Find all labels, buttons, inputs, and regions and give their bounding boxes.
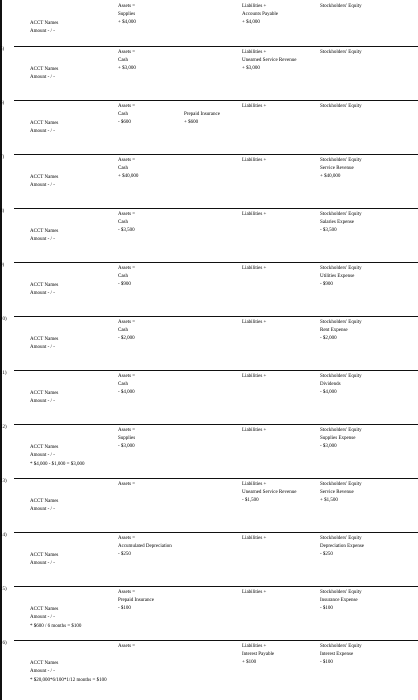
equation-cell-c4: Depreciation Expense bbox=[320, 544, 365, 549]
row-divider bbox=[14, 208, 418, 209]
acct-names-label: ACCT Names bbox=[30, 337, 59, 342]
equation-cell-c4: Service Revenue bbox=[320, 166, 354, 171]
amount-label: Amount - / - bbox=[30, 453, 55, 458]
equation-cell-c4: - $250 bbox=[320, 552, 333, 557]
transaction-number: 15) bbox=[0, 587, 7, 592]
equation-cell-c1: - $2,000 bbox=[118, 336, 135, 341]
equation-cell-c3: Liabilities + bbox=[242, 644, 267, 649]
equation-cell-c3: Liabilities + bbox=[242, 536, 267, 541]
equation-cell-c1: Assets = bbox=[118, 158, 136, 163]
transaction-number: 6) bbox=[0, 101, 5, 106]
equation-cell-c3: Liabilities + bbox=[242, 266, 267, 271]
equation-cell-c4: Stockholders' Equity bbox=[320, 158, 362, 163]
equation-cell-c1: Cash bbox=[118, 58, 128, 63]
equation-cell-c3: Liabilities + bbox=[242, 590, 267, 595]
equation-cell-c3: Liabilities + bbox=[242, 104, 267, 109]
equation-cell-c1: - $250 bbox=[118, 552, 131, 557]
equation-cell-c1: Cash bbox=[118, 220, 128, 225]
calculation-note: * $20,000*6/100*1/12 months = $100 bbox=[30, 678, 107, 683]
amount-label: Amount - / - bbox=[30, 237, 55, 242]
equation-cell-c4: Salaries Expense bbox=[320, 220, 355, 225]
equation-cell-c4: Stockholders' Equity bbox=[320, 266, 362, 271]
acct-names-label: ACCT Names bbox=[30, 121, 59, 126]
row-divider bbox=[14, 424, 418, 425]
equation-cell-c4: Rent Expense bbox=[320, 328, 348, 333]
equation-cell-c1: + $4,000 bbox=[118, 20, 136, 25]
transaction-number: 7) bbox=[0, 155, 5, 160]
equation-cell-c4: Dividends bbox=[320, 382, 341, 387]
row-divider bbox=[14, 46, 418, 47]
equation-cell-c3: Unearned Service Revenue bbox=[242, 58, 297, 63]
equation-cell-c3: Liabilities + bbox=[242, 482, 267, 487]
equation-cell-c1: - $100 bbox=[118, 606, 131, 611]
equation-cell-c3: + $3,000 bbox=[242, 66, 260, 71]
equation-cell-c1: Assets = bbox=[118, 212, 136, 217]
equation-cell-c4: Stockholders' Equity bbox=[320, 374, 362, 379]
row-divider bbox=[14, 640, 418, 641]
equation-cell-c1: Assets = bbox=[118, 104, 136, 109]
equation-cell-c3: Liabilities + bbox=[242, 212, 267, 217]
transaction-number: 11) bbox=[0, 371, 7, 376]
equation-cell-c4: - $100 bbox=[320, 660, 333, 665]
calculation-note: * $600 / 6 months = $100 bbox=[30, 624, 82, 629]
equation-cell-c4: Stockholders' Equity bbox=[320, 212, 362, 217]
transaction-number: 12) bbox=[0, 425, 7, 430]
equation-cell-c4: + $40,000 bbox=[320, 174, 341, 179]
equation-cell-c2: Prepaid Insurance bbox=[184, 112, 220, 117]
equation-cell-c1: Assets = bbox=[118, 320, 136, 325]
amount-label: Amount - / - bbox=[30, 129, 55, 134]
equation-cell-c1: Assets = bbox=[118, 50, 136, 55]
equation-cell-c2: + $600 bbox=[184, 120, 199, 125]
equation-cell-c4: Stockholders' Equity bbox=[320, 644, 362, 649]
equation-cell-c1: Assets = bbox=[118, 4, 136, 9]
equation-cell-c3: Interest Payable bbox=[242, 652, 275, 657]
equation-cell-c4: Stockholders' Equity bbox=[320, 320, 362, 325]
transaction-number: 8) bbox=[0, 209, 5, 214]
equation-cell-c1: - $900 bbox=[118, 282, 131, 287]
equation-cell-c1: Assets = bbox=[118, 374, 136, 379]
equation-cell-c4: Stockholders' Equity bbox=[320, 590, 362, 595]
row-divider bbox=[14, 316, 418, 317]
equation-cell-c4: Supplies Expense bbox=[320, 436, 356, 441]
transaction-number: 9) bbox=[0, 263, 5, 268]
equation-cell-c1: Supplies bbox=[118, 12, 136, 17]
amount-label: Amount - / - bbox=[30, 669, 55, 674]
equation-cell-c4: - $2,000 bbox=[320, 336, 337, 341]
equation-cell-c1: + $40,000 bbox=[118, 174, 139, 179]
transaction-number: 13) bbox=[0, 479, 7, 484]
acct-names-label: ACCT Names bbox=[30, 283, 59, 288]
row-divider bbox=[14, 100, 418, 101]
equation-cell-c1: Supplies bbox=[118, 436, 136, 441]
equation-cell-c1: + $3,000 bbox=[118, 66, 136, 71]
equation-cell-c4: - $900 bbox=[320, 282, 333, 287]
acct-names-label: ACCT Names bbox=[30, 499, 59, 504]
acct-names-label: ACCT Names bbox=[30, 445, 59, 450]
equation-cell-c1: - $3,500 bbox=[118, 228, 135, 233]
equation-cell-c3: Liabilities + bbox=[242, 4, 267, 9]
equation-cell-c3: Liabilities + bbox=[242, 320, 267, 325]
equation-cell-c1: Cash bbox=[118, 274, 128, 279]
amount-label: Amount - / - bbox=[30, 345, 55, 350]
amount-label: Amount - / - bbox=[30, 615, 55, 620]
acct-names-label: ACCT Names bbox=[30, 229, 59, 234]
equation-cell-c4: Interest Expense bbox=[320, 652, 354, 657]
equation-cell-c1: Cash bbox=[118, 112, 128, 117]
transaction-number: 16) bbox=[0, 641, 7, 646]
equation-cell-c1: - $600 bbox=[118, 120, 131, 125]
equation-cell-c3: Liabilities + bbox=[242, 374, 267, 379]
equation-cell-c4: Stockholders' Equity bbox=[320, 428, 362, 433]
row-divider bbox=[14, 262, 418, 263]
equation-cell-c4: Stockholders' Equity bbox=[320, 482, 362, 487]
equation-cell-c1: Assets = bbox=[118, 266, 136, 271]
equation-cell-c4: Insurance Expense bbox=[320, 598, 358, 603]
equation-cell-c4: + $1,500 bbox=[320, 498, 338, 503]
equation-cell-c1: Cash bbox=[118, 166, 128, 171]
row-divider bbox=[14, 370, 418, 371]
transaction-number: 5) bbox=[0, 47, 5, 52]
amount-label: Amount - / - bbox=[30, 75, 55, 80]
transaction-number: 10) bbox=[0, 317, 7, 322]
amount-label: Amount - / - bbox=[30, 561, 55, 566]
equation-cell-c4: - $100 bbox=[320, 606, 333, 611]
acct-names-label: ACCT Names bbox=[30, 661, 59, 666]
acct-names-label: ACCT Names bbox=[30, 553, 59, 558]
equation-cell-c1: - $3,000 bbox=[118, 444, 135, 449]
amount-label: Amount - / - bbox=[30, 399, 55, 404]
equation-cell-c1: - $4,000 bbox=[118, 390, 135, 395]
equation-cell-c4: - $4,000 bbox=[320, 390, 337, 395]
acct-names-label: ACCT Names bbox=[30, 67, 59, 72]
equation-cell-c3: Liabilities + bbox=[242, 428, 267, 433]
equation-cell-c3: Accounts Payable bbox=[242, 12, 278, 17]
equation-cell-c3: - $1,500 bbox=[242, 498, 259, 503]
equation-cell-c4: - $3,000 bbox=[320, 444, 337, 449]
equation-cell-c3: + $4,000 bbox=[242, 20, 260, 25]
row-divider bbox=[14, 532, 418, 533]
equation-cell-c3: Liabilities + bbox=[242, 158, 267, 163]
equation-cell-c1: Assets = bbox=[118, 590, 136, 595]
equation-cell-c4: Utilities Expense bbox=[320, 274, 355, 279]
equation-cell-c1: Assets = bbox=[118, 536, 136, 541]
acct-names-label: ACCT Names bbox=[30, 391, 59, 396]
transaction-number: 14) bbox=[0, 533, 7, 538]
row-divider bbox=[14, 478, 418, 479]
equation-cell-c1: Assets = bbox=[118, 482, 136, 487]
equation-cell-c1: Assets = bbox=[118, 644, 136, 649]
equation-cell-c1: Assets = bbox=[118, 428, 136, 433]
equation-cell-c1: Prepaid Insurance bbox=[118, 598, 154, 603]
amount-label: Amount - / - bbox=[30, 291, 55, 296]
equation-cell-c4: Stockholders' Equity bbox=[320, 536, 362, 541]
row-divider bbox=[14, 154, 418, 155]
equation-cell-c1: Cash bbox=[118, 382, 128, 387]
equation-cell-c3: + $100 bbox=[242, 660, 257, 665]
acct-names-label: ACCT Names bbox=[30, 21, 59, 26]
equation-cell-c1: Cash bbox=[118, 328, 128, 333]
equation-cell-c3: Liabilities + bbox=[242, 50, 267, 55]
equation-cell-c4: Service Revenue bbox=[320, 490, 354, 495]
acct-names-label: ACCT Names bbox=[30, 607, 59, 612]
equation-cell-c4: - $3,500 bbox=[320, 228, 337, 233]
equation-cell-c1: Accumulated Depreciation bbox=[118, 544, 172, 549]
amount-label: Amount - / - bbox=[30, 183, 55, 188]
equation-cell-c4: Stockholders' Equity bbox=[320, 104, 362, 109]
equation-cell-c4: Stockholders' Equity bbox=[320, 50, 362, 55]
amount-label: Amount - / - bbox=[30, 507, 55, 512]
equation-cell-c4: Stockholders' Equity bbox=[320, 4, 362, 9]
amount-label: Amount - / - bbox=[30, 29, 55, 34]
equation-cell-c3: Unearned Service Revenue bbox=[242, 490, 297, 495]
calculation-note: * $4,000 - $1,000 = $3,000 bbox=[30, 462, 85, 467]
row-divider bbox=[14, 586, 418, 587]
acct-names-label: ACCT Names bbox=[30, 175, 59, 180]
